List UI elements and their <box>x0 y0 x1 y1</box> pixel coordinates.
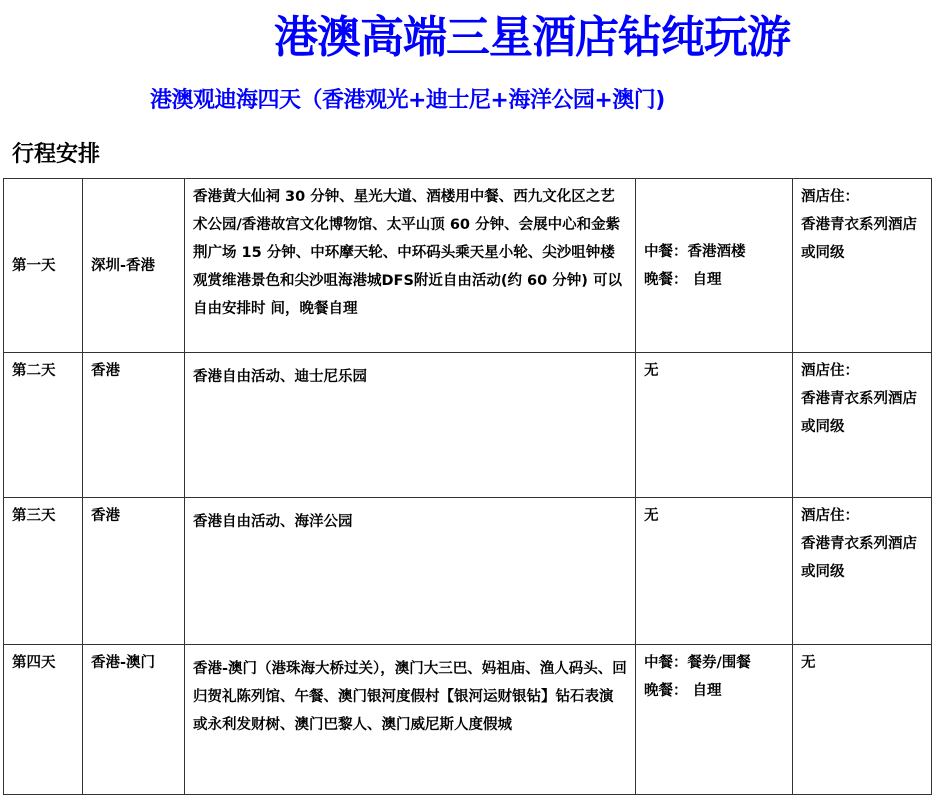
table-row-day-2 <box>4 353 932 498</box>
hotel-cell <box>793 645 932 795</box>
route-cell: 香港 <box>83 498 185 645</box>
meal-dinner: 晚餐： 自理 <box>644 683 722 699</box>
page-title: 港澳高端三星酒店钻纯玩游 <box>274 12 790 63</box>
meals-cell <box>636 179 793 353</box>
description-cell: 香港-澳门（港珠海大桥过关），澳门大三巴、妈祖庙、渔人码头、回归贺礼陈列馆、午餐、澳门银河度假村【银河运财银钻】钻石表演或永利发财树、澳门巴黎人、澳门威尼斯人度假城 <box>185 645 636 795</box>
meals-cell <box>636 498 793 645</box>
route-cell: 深圳-香港 <box>83 179 185 353</box>
table-row-day-4 <box>4 645 932 795</box>
hotel-name: 香港青衣系列酒店或同级 <box>801 536 917 580</box>
day-cell: 第一天 <box>4 179 83 353</box>
itinerary-table <box>3 178 932 795</box>
hotel-cell <box>793 353 932 498</box>
description-cell: 香港自由活动、迪士尼乐园 <box>185 353 636 498</box>
meal-none: 无 <box>644 508 659 524</box>
meals-cell <box>636 645 793 795</box>
hotel-name: 香港青衣系列酒店或同级 <box>801 391 917 435</box>
page-subtitle: 港澳观迪海四天（香港观光+迪士尼+海洋公园+澳门) <box>150 88 665 113</box>
hotel-label: 酒店住： <box>801 363 859 379</box>
section-heading-itinerary: 行程安排 <box>12 142 101 167</box>
hotel-cell <box>793 498 932 645</box>
meal-lunch: 中餐：香港酒楼 <box>644 243 746 260</box>
meal-none: 无 <box>644 363 659 379</box>
table-row-day-1 <box>4 179 932 353</box>
day-cell: 第二天 <box>4 353 83 498</box>
meal-lunch: 中餐：餐券/围餐 <box>644 655 751 671</box>
route-cell: 香港-澳门 <box>83 645 185 795</box>
table-row-day-3 <box>4 498 932 645</box>
hotel-label: 酒店住： <box>801 189 859 205</box>
day-cell: 第四天 <box>4 645 83 795</box>
description-cell: 香港自由活动、海洋公园 <box>185 498 636 645</box>
description-cell: 香港黄大仙祠 30 分钟、星光大道、酒楼用中餐、西九文化区之艺术公园/香港故宫文化博物馆、太平山顶 60 分钟、会展中心和金紫荆广场 15 分钟、中环摩天轮、中环码头乘天星小轮、尖沙咀钟楼观赏维港景色和尖沙咀海港城DFS附近自由活动(约 60 分钟) 可以自由安排时 间，晚餐自理 <box>185 179 636 353</box>
route-cell: 香港 <box>83 353 185 498</box>
hotel-name: 香港青衣系列酒店或同级 <box>801 217 917 261</box>
meal-dinner: 晚餐： 自理 <box>644 271 722 288</box>
meals-cell <box>636 353 793 498</box>
hotel-label: 酒店住： <box>801 508 859 524</box>
hotel-none: 无 <box>801 655 816 671</box>
day-cell: 第三天 <box>4 498 83 645</box>
hotel-cell <box>793 179 932 353</box>
